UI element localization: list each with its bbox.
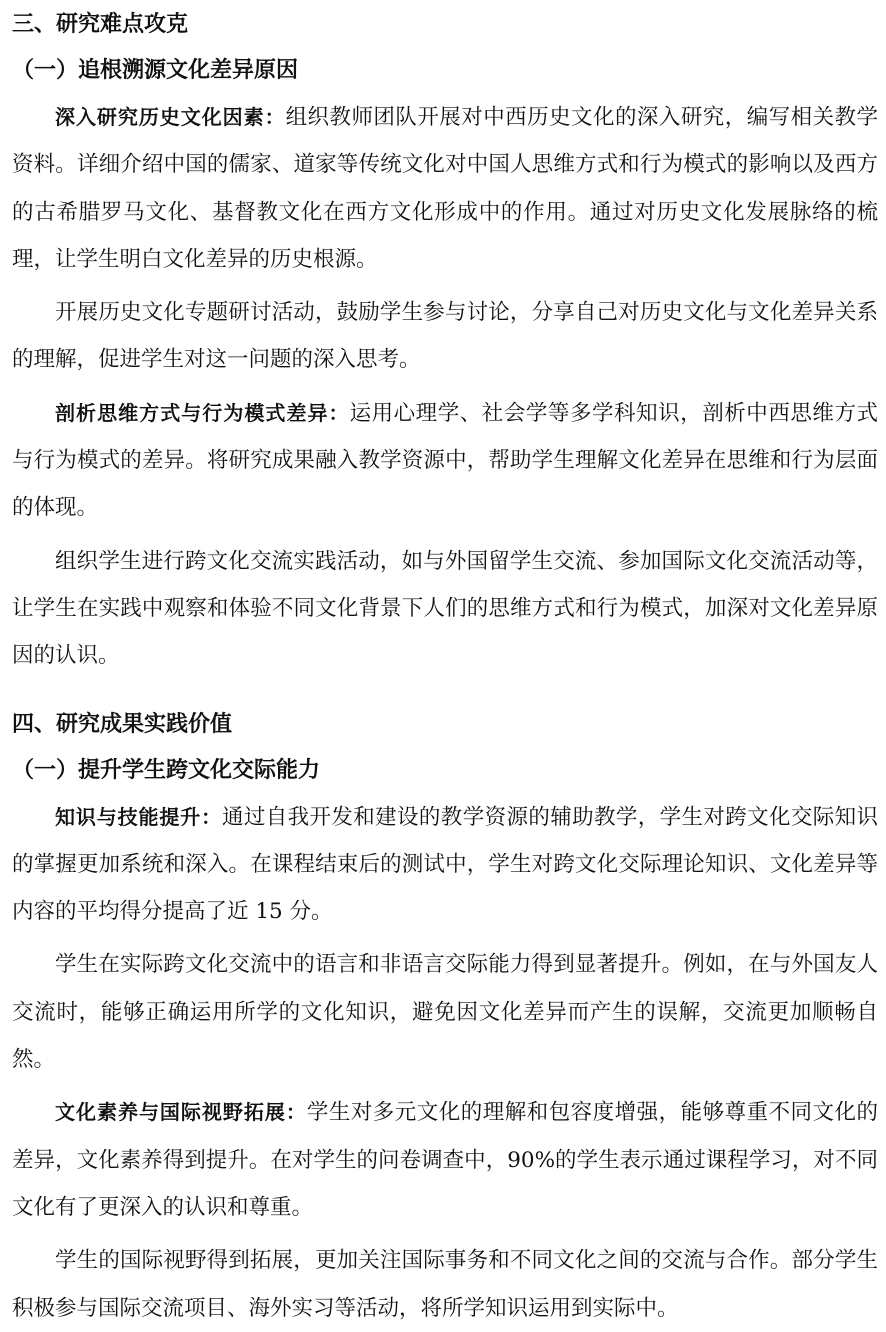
paragraph-text: 学生在实际跨文化交流中的语言和非语言交际能力得到显著提升。例如，在与外国友人交流时，能够正确运用所学的文化知识，避免因文化差异而产生的误解，交流更加顺畅自然。 [12,952,878,1073]
paragraph-text: 组织教师团队开展对中西历史文化的深入研究，编写相关教学资料。详细介绍中国的儒家、道家等传统文化对中国人思维方式和行为模式的影响以及西方的古希腊罗马文化、基督教文化在西方文化形成中的作用。通过对历史文化发展脉络的梳理，让学生明白文化差异的历史根源。 [12,105,879,272]
paragraph-text: 通过自我开发和建设的教学资源的辅助教学，学生对跨文化交际知识的掌握更加系统和深入。在课程结束后的测试中，学生对跨文化交际理论知识、文化差异等内容的平均得分提高了近 15 分。 [12,804,878,925]
paragraph-text: 学生的国际视野得到拓展，更加关注国际事务和不同文化之间的交流与合作。部分学生积极参与国际交流项目、海外实习等活动，将所学知识运用到实际中。 [12,1248,878,1321]
paragraph-text: 开展历史文化专题研讨活动，鼓励学生参与讨论，分享自己对历史文化与文化差异关系的理解，促进学生对这一问题的深入思考。 [12,300,878,373]
paragraph [12,390,878,532]
section-heading-3: 三、研究难点攻克 [12,12,189,37]
paragraph [12,538,878,680]
paragraph-lead: 剖析思维方式与行为模式差异： [55,400,350,425]
paragraph-text: 学生对多元文化的理解和包容度增强，能够尊重不同文化的差异，文化素养得到提升。在对学生的问卷调查中，90%的学生表示通过课程学习，对不同文化有了更深入的认识和尊重。 [12,1100,878,1220]
paragraph [12,941,878,1083]
paragraph [12,1237,878,1332]
paragraph-lead: 深入研究历史文化因素： [55,105,286,129]
paragraph-text: 组织学生进行跨文化交流实践活动，如与外国留学生交流、参加国际文化交流活动等，让学生在实践中观察和体验不同文化背景下人们的思维方式和行为模式，加深对文化差异原因的认识。 [12,548,878,669]
paragraph [12,1089,878,1231]
paragraph [12,289,878,384]
paragraph-text: 运用心理学、社会学等多学科知识，剖析中西思维方式与行为模式的差异。将研究成果融入教学资源中，帮助学生理解文化差异在思维和行为层面的体现。 [12,400,878,521]
subsection-heading-3-1: （一）追根溯源文化差异原因 [12,58,299,83]
paragraph-lead: 知识与技能提升： [55,804,223,829]
subsection-heading-4-1: （一）提升学生跨文化交际能力 [12,757,321,783]
paragraph-lead: 文化素养与国际视野拓展： [55,1100,307,1125]
section-heading-4: 四、研究成果实践价值 [12,711,233,737]
paragraph [12,94,878,283]
paragraph [12,794,878,936]
